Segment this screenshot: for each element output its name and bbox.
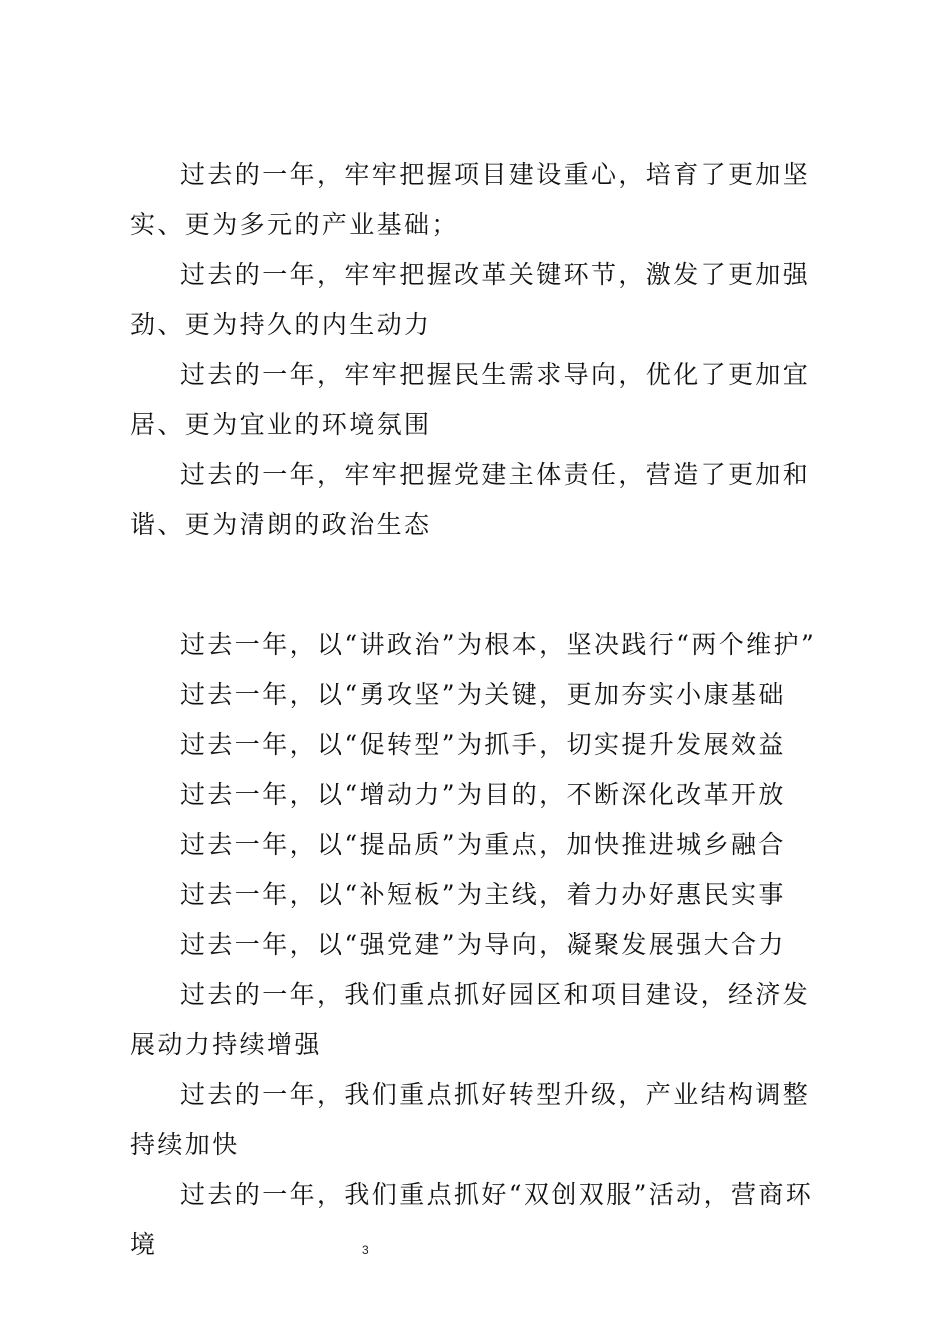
paragraph: 过去一年，以“强党建”为导向，凝聚发展强大合力 — [180, 930, 786, 959]
document-body — [130, 150, 830, 1270]
paragraph: 过去的一年，牢牢把握项目建设重心，培育了更加坚实、更为多元的产业基础； — [130, 160, 811, 239]
paragraph: 过去的一年，我们重点抓好转型升级，产业结构调整持续加快 — [130, 1080, 811, 1159]
page-number: 3 — [362, 1243, 369, 1257]
section-gap — [130, 550, 830, 620]
paragraph: 过去一年，以“讲政治”为根本，坚决践行“两个维护” — [180, 630, 817, 659]
paragraph: 过去一年，以“提品质”为重点，加快推进城乡融合 — [180, 830, 786, 859]
paragraph: 过去一年，以“增动力”为目的，不断深化改革开放 — [180, 780, 786, 809]
paragraph: 过去的一年，牢牢把握改革关键环节，激发了更加强劲、更为持久的内生动力 — [130, 260, 811, 339]
paragraph: 过去的一年，牢牢把握民生需求导向，优化了更加宜居、更为宜业的环境氛围 — [130, 360, 811, 439]
paragraph: 过去一年，以“补短板”为主线，着力办好惠民实事 — [180, 880, 786, 909]
paragraph: 过去一年，以“勇攻坚”为关键，更加夯实小康基础 — [180, 680, 786, 709]
paragraph: 过去的一年，牢牢把握党建主体责任，营造了更加和谐、更为清朗的政治生态 — [130, 460, 811, 539]
paragraph: 过去的一年，我们重点抓好园区和项目建设，经济发展动力持续增强 — [130, 980, 811, 1059]
paragraph: 过去的一年，我们重点抓好“双创双服”活动，营商环境 — [130, 1180, 814, 1259]
paragraph: 过去一年，以“促转型”为抓手，切实提升发展效益 — [180, 730, 786, 759]
